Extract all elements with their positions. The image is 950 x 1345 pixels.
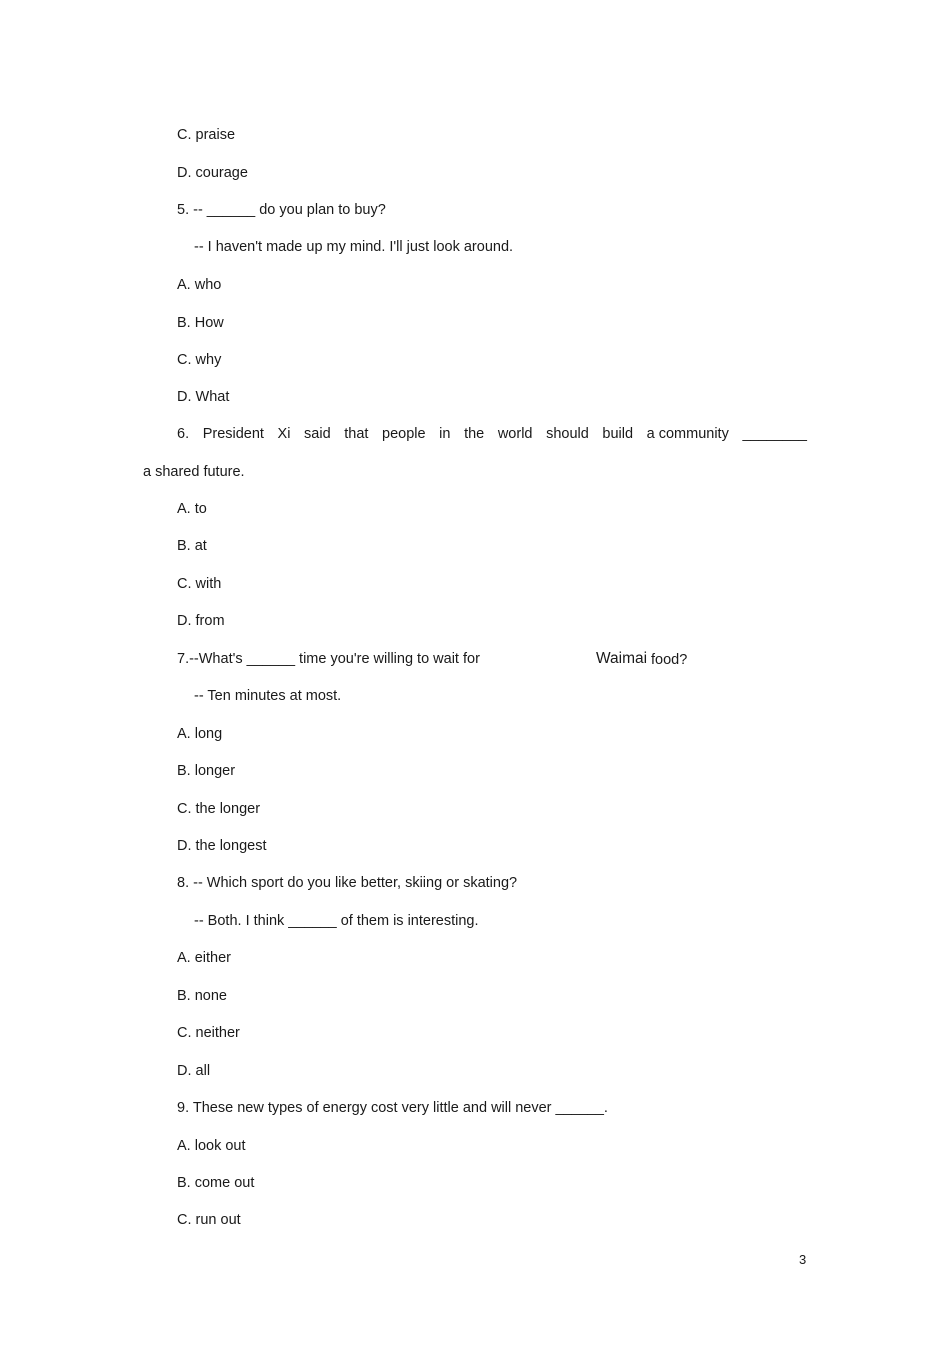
page-number: 3 (799, 1252, 807, 1267)
q6-word: should (546, 426, 589, 442)
q6-word: build (602, 426, 634, 442)
q9-option-c: C. run out (177, 1212, 241, 1228)
q6-word: a community (646, 426, 729, 442)
q7-question-start: 7.--What's ______ time you're willing to wait for (177, 651, 480, 667)
q7-reply: -- Ten minutes at most. (194, 688, 342, 704)
q7-option-c: C. the longer (177, 801, 261, 817)
q7-question-waimai: Waimai (596, 650, 648, 667)
q5-reply: -- I haven't made up my mind. I'll just look around. (194, 239, 514, 255)
q9-option-a: A. look out (177, 1138, 246, 1154)
q6-option-a: A. to (177, 501, 207, 517)
q5-option-d: D. What (177, 389, 230, 405)
q8-option-a: A. either (177, 950, 231, 966)
q6-word: world (497, 426, 533, 442)
q7-option-d: D. the longest (177, 838, 267, 854)
q6-option-d: D. from (177, 613, 225, 629)
q4-option-c: C. praise (177, 127, 236, 143)
q6-word: people (382, 426, 426, 442)
q6-word: in (439, 426, 451, 442)
q8-reply: -- Both. I think ______ of them is interesting. (194, 913, 479, 929)
q5-option-b: B. How (177, 315, 224, 331)
q5-option-c: C. why (177, 352, 222, 368)
q9-option-b: B. come out (177, 1175, 255, 1191)
q9-question: 9. These new types of energy cost very little and will never ______. (177, 1100, 608, 1116)
q6-word: Xi (277, 426, 291, 442)
q7-option-a: A. long (177, 726, 223, 742)
q8-question: 8. -- Which sport do you like better, skiing or skating? (177, 875, 518, 891)
q8-option-b: B. none (177, 988, 227, 1004)
q4-option-d: D. courage (177, 165, 248, 181)
q5-option-a: A. who (177, 277, 222, 293)
q7-option-b: B. longer (177, 763, 236, 779)
q6-option-b: B. at (177, 538, 207, 554)
q6-word: President (202, 426, 264, 442)
q6-word: 6. (177, 426, 190, 442)
q5-question: 5. -- ______ do you plan to buy? (177, 202, 386, 218)
q6-word: ________ (742, 426, 807, 442)
q8-option-d: D. all (177, 1063, 211, 1079)
q8-option-c: C. neither (177, 1025, 240, 1041)
q6-word: that (344, 426, 369, 442)
q6-question-line2: a shared future. (143, 464, 245, 480)
q6-option-c: C. with (177, 576, 222, 592)
q6-question-line1 (177, 425, 807, 443)
q6-word: said (304, 426, 331, 442)
q7-question-end: food? (651, 652, 688, 668)
q6-word: the (464, 426, 485, 442)
